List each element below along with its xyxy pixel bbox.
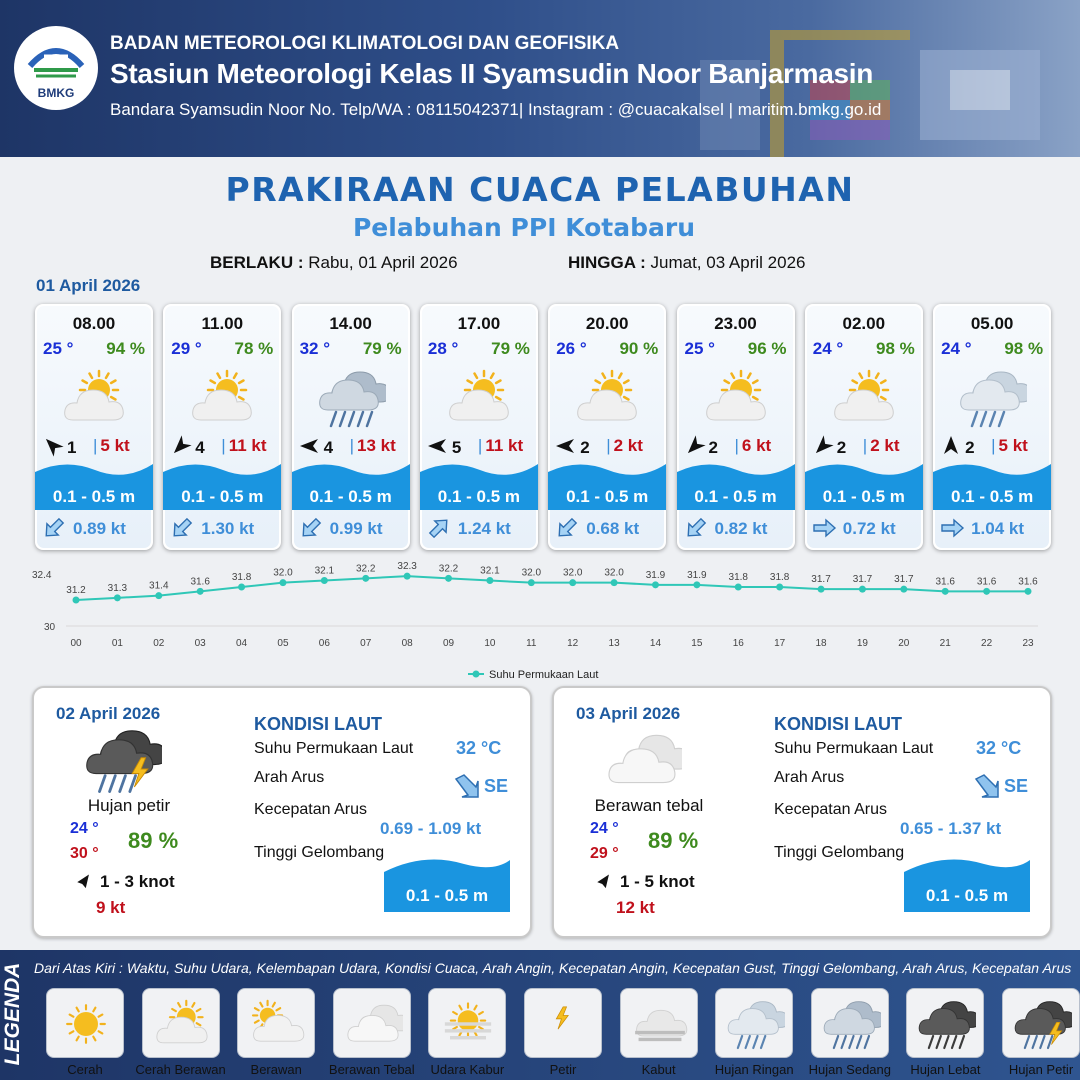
- legend-item: [524, 988, 602, 1058]
- forecast-card: [163, 304, 281, 550]
- card-temperature: 29 °: [171, 339, 202, 358]
- berawan-tebal-icon: [602, 724, 682, 796]
- data-label: 31.8: [231, 572, 252, 583]
- legend-item-label: Kabut: [641, 1062, 676, 1077]
- day1-date: 01 April 2026: [36, 276, 141, 295]
- day2-date: 02 April 2026: [56, 704, 161, 723]
- day3-gust: 12 kt: [616, 898, 655, 917]
- card-wind-speed: 4: [195, 438, 205, 457]
- card-temperature: 26 °: [556, 339, 587, 358]
- day2-sea-title: KONDISI LAUT: [254, 714, 382, 734]
- card-wave-height: 0.1 - 0.5 m: [181, 487, 264, 506]
- legend-item: [142, 988, 220, 1058]
- x-tick-label: 06: [318, 638, 330, 649]
- berawan-tebal-icon: [343, 995, 403, 1053]
- legend-item: [428, 988, 506, 1058]
- x-tick-label: 11: [526, 638, 537, 649]
- forecast-card: [805, 304, 923, 550]
- petir-icon: [534, 995, 594, 1053]
- cerah-berawan-icon: [701, 366, 771, 430]
- current-arrow-e-icon: [939, 516, 965, 540]
- day3-current-dir-label: Arah Arus: [774, 769, 845, 786]
- data-label: 32.0: [521, 567, 542, 579]
- card-gust: | 11 kt: [477, 436, 524, 455]
- card-temperature: 28 °: [427, 339, 459, 358]
- legend-item: [811, 988, 889, 1058]
- x-tick-label: 05: [277, 638, 289, 649]
- data-label: 31.2: [66, 585, 86, 596]
- x-tick-label: 09: [442, 638, 455, 649]
- data-label: 32.2: [438, 563, 459, 575]
- card-gust: | 2 kt: [606, 436, 643, 455]
- x-tick-label: 18: [815, 638, 827, 649]
- data-point: [652, 581, 659, 588]
- day3-current-dir: SE: [1004, 776, 1029, 796]
- day3-panel: [552, 686, 1052, 938]
- x-tick-label: 03: [194, 638, 206, 649]
- cerah-berawan-icon: [187, 366, 257, 430]
- legend-item-label: Cerah: [67, 1062, 103, 1077]
- page-title: PRAKIRAAN CUACA PELABUHAN: [225, 170, 855, 209]
- card-gust-value: 11 kt: [228, 436, 267, 455]
- legend-item-label: Hujan Lebat: [910, 1062, 981, 1077]
- x-tick-label: 10: [484, 638, 496, 649]
- card-wave-height: 0.1 - 0.5 m: [566, 487, 649, 506]
- cerah-berawan-icon: [444, 366, 514, 430]
- data-label: 32.1: [314, 565, 335, 577]
- card-current-speed: 1.30 kt: [201, 519, 255, 538]
- day3-temp-min: 24 °: [590, 820, 619, 837]
- data-point: [486, 577, 493, 584]
- x-tick-label: 23: [1022, 638, 1034, 649]
- data-point: [1025, 588, 1032, 595]
- day2-current-dir: SE: [484, 776, 509, 796]
- legend-swatch-dot: [473, 671, 480, 678]
- data-label: 31.6: [190, 576, 210, 588]
- data-point: [114, 594, 121, 601]
- card-humidity: 79 %: [362, 339, 402, 358]
- wind-arrow-ne-icon: [592, 872, 614, 894]
- data-label: 31.3: [107, 582, 128, 594]
- legend-bar: [0, 950, 1080, 1080]
- hujan-ringan-icon: [725, 995, 785, 1053]
- data-point: [445, 575, 452, 582]
- card-current-speed: 0.68 kt: [586, 519, 640, 538]
- legend-item-label: Udara Kabur: [430, 1062, 505, 1077]
- data-point: [900, 586, 907, 593]
- card-wind-speed: 2: [836, 438, 847, 457]
- current-arrow-ne-icon: [426, 516, 452, 540]
- hujan-sedang-icon: [821, 995, 881, 1053]
- forecast-card: [35, 304, 153, 550]
- data-point: [155, 592, 162, 599]
- day3-current-speed-label: Kecepatan Arus: [774, 801, 887, 818]
- card-current-speed: 1.24 kt: [457, 519, 511, 538]
- card-temperature: 25 °: [684, 339, 715, 358]
- cerah-berawan-icon: [152, 995, 212, 1053]
- x-tick-label: 02: [153, 638, 165, 649]
- x-tick-label: 15: [691, 638, 703, 649]
- card-humidity: 78 %: [234, 339, 274, 358]
- card-wave-height: 0.1 - 0.5 m: [437, 487, 520, 506]
- valid-to-value: Jumat, 03 April 2026: [650, 253, 806, 272]
- card-wind-speed: 4: [323, 438, 334, 457]
- data-point: [73, 597, 80, 604]
- day3-humidity: 89 %: [648, 828, 699, 853]
- card-gust-value: 6 kt: [741, 436, 772, 455]
- card-wind-speed: 2: [965, 438, 975, 457]
- data-label: 31.8: [728, 572, 748, 583]
- hujan-lebat-icon: [916, 995, 976, 1053]
- header-banner: [0, 0, 1080, 157]
- y-tick-label: 30: [44, 622, 56, 633]
- card-time: 23.00: [714, 314, 757, 333]
- day2-wave: 0.1 - 0.5 m: [405, 886, 489, 905]
- agency-name: BADAN METEOROLOGI KLIMATOLOGI DAN GEOFISIKA: [110, 33, 620, 54]
- data-point: [238, 584, 245, 591]
- data-label: 31.8: [769, 572, 790, 583]
- legend-item-label: Hujan Sedang: [808, 1062, 891, 1077]
- day3-wind: 1 - 5 knot: [620, 872, 695, 891]
- legend-title: LEGENDA: [1, 962, 24, 1066]
- card-wind-speed: 5: [451, 438, 462, 457]
- card-time: 08.00: [72, 314, 116, 333]
- day2-sst-label: Suhu Permukaan Laut: [254, 740, 414, 757]
- data-label: 32.0: [273, 567, 293, 579]
- card-wind-speed: 2: [580, 438, 590, 457]
- x-tick-label: 01: [111, 638, 123, 649]
- card-wind-speed: 1: [67, 438, 77, 457]
- card-gust-value: 11 kt: [485, 436, 524, 455]
- data-label: 31.4: [149, 580, 169, 592]
- data-point: [197, 588, 204, 595]
- forecast-card: [292, 304, 410, 550]
- day3-sea-title: KONDISI LAUT: [774, 714, 902, 734]
- data-label: 31.6: [1018, 576, 1038, 588]
- data-point: [693, 581, 700, 588]
- card-wind-speed: 2: [708, 438, 718, 457]
- x-tick-label: 13: [608, 638, 620, 649]
- card-humidity: 79 %: [491, 339, 530, 358]
- forecast-card: [548, 304, 666, 550]
- valid-from-label: BERLAKU :: [210, 253, 304, 272]
- data-label: 31.7: [811, 574, 831, 586]
- x-tick-label: 00: [70, 638, 82, 649]
- legend-item: [333, 988, 411, 1058]
- card-gust: | 5 kt: [93, 436, 130, 455]
- card-time: 14.00: [329, 314, 372, 333]
- card-temperature: 24 °: [941, 339, 972, 358]
- contact-info: Bandara Syamsudin Noor No. Telp/WA : 08115042371| Instagram : @cuacakalsel | maritim.bmkg.go.id: [110, 100, 882, 119]
- x-tick-label: 20: [898, 638, 910, 649]
- card-gust-value: 2 kt: [870, 436, 900, 455]
- data-label: 31.9: [687, 569, 707, 581]
- legend-item: [906, 988, 984, 1058]
- day2-current-dir-label: Arah Arus: [254, 769, 325, 786]
- current-arrow-se-icon: [972, 771, 1000, 799]
- card-time: 20.00: [585, 314, 629, 333]
- current-arrow-sw-icon: [298, 516, 324, 540]
- data-point: [942, 588, 949, 595]
- card-wave-height: 0.1 - 0.5 m: [822, 487, 905, 506]
- data-label: 31.7: [852, 574, 873, 586]
- current-arrow-sw-icon: [554, 516, 580, 540]
- udara-kabur-icon: [438, 995, 498, 1053]
- card-humidity: 90 %: [619, 339, 659, 358]
- card-gust: | 11 kt: [221, 436, 267, 455]
- x-tick-label: 16: [732, 638, 744, 649]
- data-point: [859, 586, 866, 593]
- data-point: [528, 579, 535, 586]
- valid-from-value: Rabu, 01 April 2026: [308, 253, 458, 272]
- legend-item-label: Cerah Berawan: [135, 1062, 226, 1077]
- day2-wave-label: Tinggi Gelombang: [254, 844, 385, 861]
- legend-description: Dari Atas Kiri : Waktu, Suhu Udara, Kelembapan Udara, Kondisi Cuaca, Arah Angin, Kecepatan Angin, Kecepatan Gust, Tinggi Gelombang, Arah Arus, Kecepatan Arus: [34, 960, 1072, 976]
- data-label: 31.6: [935, 576, 955, 588]
- current-arrow-sw-icon: [169, 516, 195, 540]
- card-gust: | 2 kt: [862, 436, 900, 455]
- day2-condition: Hujan petir: [87, 796, 171, 815]
- hujan-petir-icon: [1012, 995, 1072, 1053]
- hujan-petir-icon: [82, 724, 162, 796]
- kabut-icon: [630, 995, 690, 1053]
- legend-item-label: Berawan Tebal: [328, 1062, 415, 1077]
- forecast-card: [420, 304, 538, 550]
- hujan-sedang-icon: [316, 366, 386, 430]
- card-gust-value: 5 kt: [100, 436, 130, 455]
- current-arrow-se-icon: [452, 771, 480, 799]
- data-label: 32.2: [356, 563, 376, 575]
- x-tick-label: 08: [401, 638, 413, 649]
- data-point: [279, 579, 286, 586]
- card-time: 11.00: [201, 314, 244, 333]
- legend-item: [1002, 988, 1080, 1058]
- data-point: [321, 577, 328, 584]
- card-temperature: 24 °: [812, 339, 844, 358]
- wind-arrow-ne-icon: [72, 872, 94, 894]
- data-label: 32.1: [480, 565, 500, 577]
- legend-item-label: Hujan Petir: [1008, 1062, 1074, 1077]
- data-point: [818, 586, 825, 593]
- data-label: 31.9: [645, 569, 666, 581]
- series-line: [76, 576, 1028, 600]
- day3-wave: 0.1 - 0.5 m: [925, 886, 1009, 905]
- day2-gust: 9 kt: [96, 898, 126, 917]
- card-current-speed: 0.72 kt: [842, 519, 896, 538]
- hujan-ringan-icon: [957, 366, 1027, 430]
- data-label: 32.0: [562, 567, 583, 579]
- legend-item-label: Petir: [549, 1062, 577, 1077]
- page-subtitle: Pelabuhan PPI Kotabaru: [352, 213, 696, 242]
- x-tick-label: 22: [981, 638, 993, 649]
- legend-label: Suhu Permukaan Laut: [489, 669, 599, 681]
- bmkg-logo-text: BMKG: [37, 86, 75, 100]
- valid-from: [210, 253, 458, 273]
- data-label: 32.0: [604, 567, 624, 579]
- card-current-speed: 0.89 kt: [73, 519, 126, 538]
- x-tick-label: 12: [567, 638, 579, 649]
- data-point: [362, 575, 369, 582]
- card-wave-height: 0.1 - 0.5 m: [309, 487, 392, 506]
- day2-panel: [32, 686, 532, 938]
- card-gust: | 5 kt: [991, 436, 1028, 455]
- data-point: [776, 584, 783, 591]
- card-wave-height: 0.1 - 0.5 m: [950, 487, 1034, 506]
- card-humidity: 98 %: [876, 339, 915, 358]
- forecast-card: [677, 304, 795, 550]
- card-current-speed: 0.99 kt: [329, 519, 383, 538]
- x-tick-label: 14: [649, 638, 662, 649]
- day3-sst-label: Suhu Permukaan Laut: [774, 740, 934, 757]
- x-tick-label: 17: [774, 638, 786, 649]
- x-tick-label: 21: [939, 638, 951, 649]
- data-point: [404, 573, 411, 580]
- day3-current-speed: 0.65 - 1.37 kt: [900, 819, 1002, 838]
- day3-date: 03 April 2026: [576, 704, 681, 723]
- card-humidity: 94 %: [106, 339, 145, 358]
- bmkg-logo: [14, 26, 98, 110]
- legend-item: [715, 988, 793, 1058]
- y-tick-label: 32.4: [32, 570, 52, 581]
- day3-condition: Berawan tebal: [594, 796, 704, 815]
- card-wave-height: 0.1 - 0.5 m: [694, 487, 777, 506]
- x-tick-label: 07: [360, 638, 372, 649]
- data-label: 32.3: [397, 562, 417, 573]
- day3-wave-label: Tinggi Gelombang: [774, 844, 905, 861]
- x-tick-label: 04: [236, 638, 248, 649]
- card-gust: | 13 kt: [349, 436, 396, 455]
- day3-temp-max: 29 °: [590, 845, 619, 862]
- data-point: [569, 579, 576, 586]
- station-name: Stasiun Meteorologi Kelas II Syamsudin Noor Banjarmasin: [110, 58, 874, 89]
- card-time: 05.00: [970, 314, 1014, 333]
- day2-sst: 32 °C: [456, 738, 502, 758]
- forecast-card: [933, 304, 1051, 550]
- sst-line-chart: [30, 562, 1060, 687]
- berawan-icon: [247, 995, 307, 1053]
- cerah-icon: [56, 995, 116, 1053]
- card-current-speed: 0.82 kt: [714, 519, 768, 538]
- day2-current-speed-label: Kecepatan Arus: [254, 801, 367, 818]
- card-gust-value: 13 kt: [357, 436, 396, 455]
- card-humidity: 96 %: [747, 339, 787, 358]
- card-wave-height: 0.1 - 0.5 m: [52, 487, 136, 506]
- current-arrow-sw-icon: [683, 516, 709, 540]
- current-arrow-e-icon: [811, 516, 837, 540]
- legend-item-label: Berawan: [250, 1062, 302, 1077]
- data-point: [735, 584, 742, 591]
- card-gust-value: 5 kt: [998, 436, 1028, 455]
- card-time: 02.00: [842, 314, 886, 333]
- valid-to: [568, 253, 805, 273]
- card-temperature: 32 °: [299, 339, 331, 358]
- card-gust: | 6 kt: [734, 436, 772, 455]
- cerah-berawan-icon: [572, 366, 642, 430]
- day3-sst: 32 °C: [976, 738, 1022, 758]
- legend-item: [620, 988, 698, 1058]
- card-humidity: 98 %: [1004, 339, 1044, 358]
- day2-humidity: 89 %: [128, 828, 179, 853]
- data-label: 31.7: [894, 574, 914, 586]
- card-gust-value: 2 kt: [613, 436, 643, 455]
- cerah-berawan-icon: [59, 366, 129, 430]
- day2-current-speed: 0.69 - 1.09 kt: [380, 819, 482, 838]
- data-label: 31.6: [976, 576, 997, 588]
- valid-to-label: HINGGA :: [568, 253, 646, 272]
- current-arrow-sw-icon: [41, 516, 67, 540]
- legend-item: [237, 988, 315, 1058]
- day2-wind: 1 - 3 knot: [100, 872, 175, 891]
- x-tick-label: 19: [856, 638, 868, 649]
- legend-item: [46, 988, 124, 1058]
- data-point: [611, 579, 618, 586]
- day2-temp-min: 24 °: [70, 820, 99, 837]
- cerah-berawan-icon: [829, 366, 899, 430]
- legend-item-label: Hujan Ringan: [714, 1062, 794, 1077]
- card-time: 17.00: [457, 314, 501, 333]
- day2-temp-max: 30 °: [70, 845, 99, 862]
- card-temperature: 25 °: [43, 339, 74, 358]
- card-current-speed: 1.04 kt: [971, 519, 1025, 538]
- data-point: [983, 588, 990, 595]
